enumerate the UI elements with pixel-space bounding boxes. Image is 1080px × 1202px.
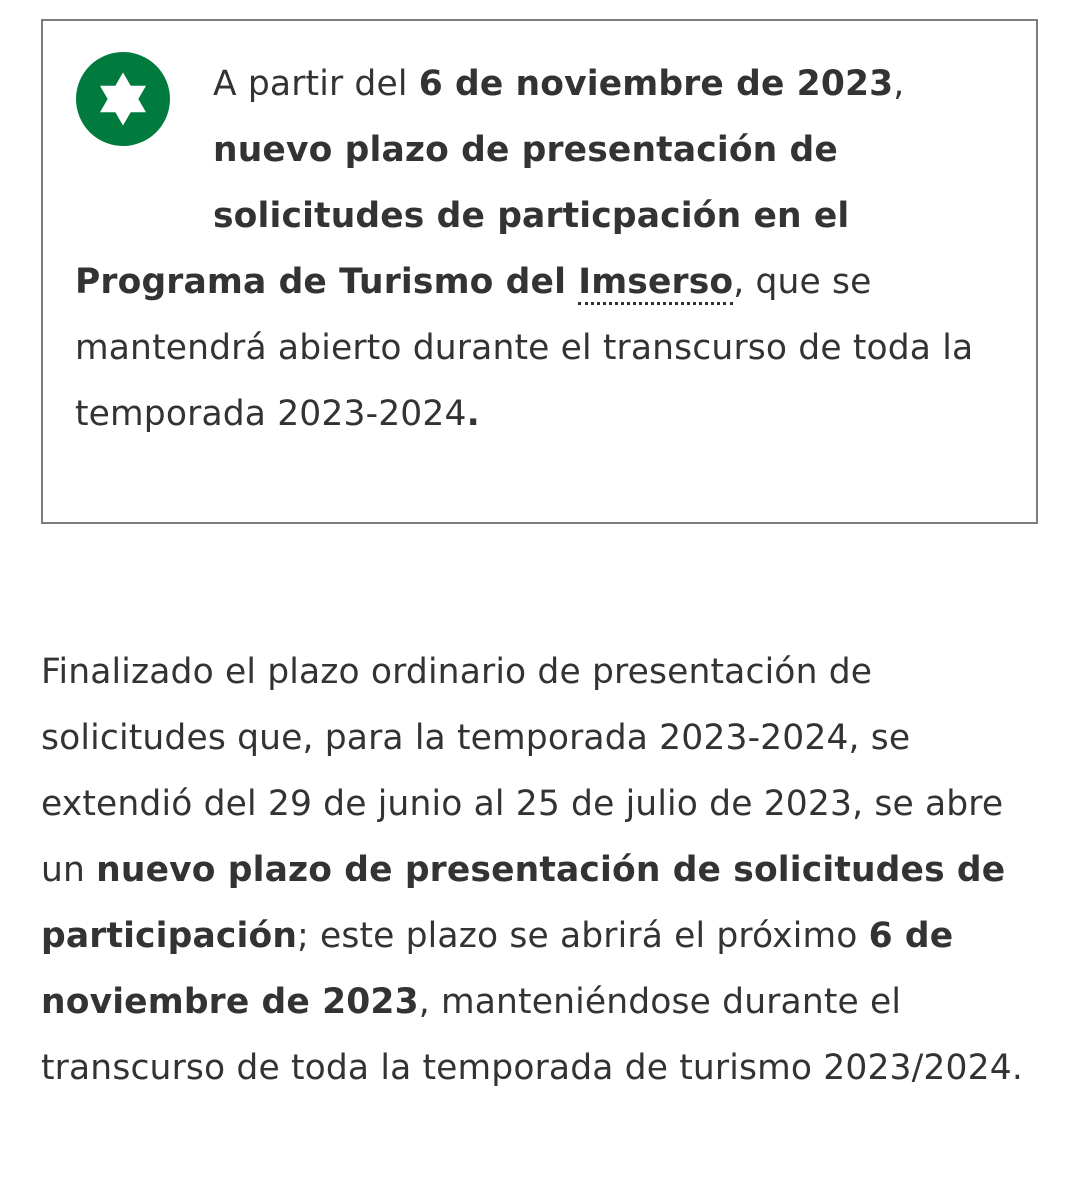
notice-comma: , [893,64,905,104]
icon-spacer [75,51,213,249]
notice-text [75,51,1005,447]
intro-start: Finalizado el plazo ordinario de presentación de solicitudes que, para la temporada 2023-2024, se extendió del 29 de junio al 25 de julio de 2023, se abre un [41,652,1004,890]
intro-middle: ; este plazo se abrirá el próximo [297,916,869,956]
intro-paragraph [41,639,1051,1101]
intro-bold-deadline: nuevo plazo de presentación de solicitudes de participación [41,850,1006,956]
notice-box [41,19,1038,524]
notice-date: 6 de noviembre de 2023 [418,64,894,104]
notice-rest: , que se mantendrá abierto durante el transcurso de toda la temporada 2023-2024 [75,262,974,434]
notice-statement: nuevo plazo de presentación de solicitudes de particpación en el Programa de Turismo del [75,130,850,302]
intro-bold-date: 6 de noviembre de 2023 [41,916,954,1022]
imserso-abbreviation[interactable]: Imserso [578,262,733,305]
notice-period: . [466,394,480,434]
intro-end: , manteniéndose durante el transcurso de toda la temporada de turismo 2023/2024. [41,982,1023,1088]
notice-prefix: A partir del [213,64,419,104]
